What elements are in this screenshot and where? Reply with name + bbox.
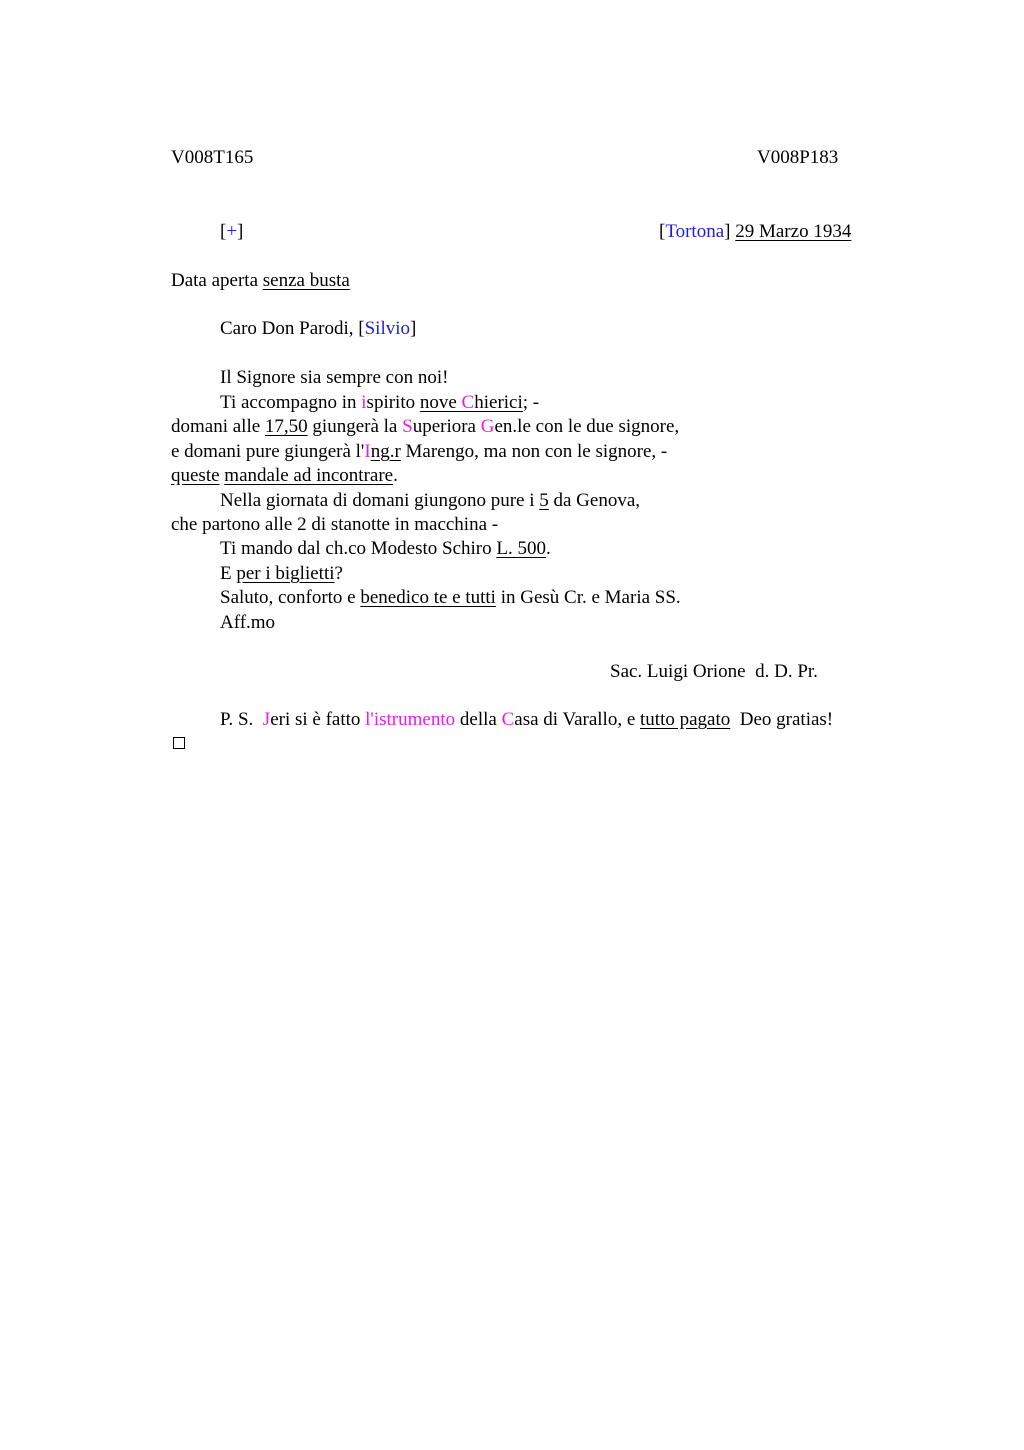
body-line-3: domani alle 17,50 giungerà la Superiora Gen.le con le due signore, [171,416,680,437]
body-line-5: queste mandale ad incontrare. [171,465,398,486]
body-line-6: Nella giornata di domani giungono pure i 5 da Genova, [220,490,641,511]
doc-code-right: V008P183 [757,147,839,168]
body-line-8: Ti mando dal ch.co Modesto Schiro L. 500. [220,538,551,559]
body-line-9: E per i biglietti? [220,563,343,584]
closing: Aff.mo [220,612,276,633]
body-line-7: che partono alle 2 di stanotte in macchina - [171,514,499,535]
body-line-1: Il Signore sia sempre con noi! [220,367,449,388]
dateline: [Tortona] 29 Marzo 1934 [659,221,852,242]
doc-code-left: V008T165 [171,147,254,168]
cross-mark: [+] [220,221,244,242]
end-marker-box [173,737,185,749]
body-line-4: e domani pure giungerà l'Ing.r Marengo, ma non con le signore, - [171,441,668,462]
salutation: Caro Don Parodi, [Silvio] [220,318,417,339]
signature: Sac. Luigi Orione d. D. Pr. [610,661,818,682]
body-line-10: Saluto, conforto e benedico te e tutti in Gesù Cr. e Maria SS. [220,587,681,608]
archive-note: Data aperta senza busta [171,270,350,291]
body-line-2: Ti accompagno in ispirito nove Chierici; - [220,392,540,413]
postscript: P. S. Jeri si è fatto l'istrumento della Casa di Varallo, e tutto pagato Deo gratias! [220,709,834,730]
letter-date: 29 Marzo 1934 [735,221,852,242]
place-name: Tortona [665,221,725,242]
